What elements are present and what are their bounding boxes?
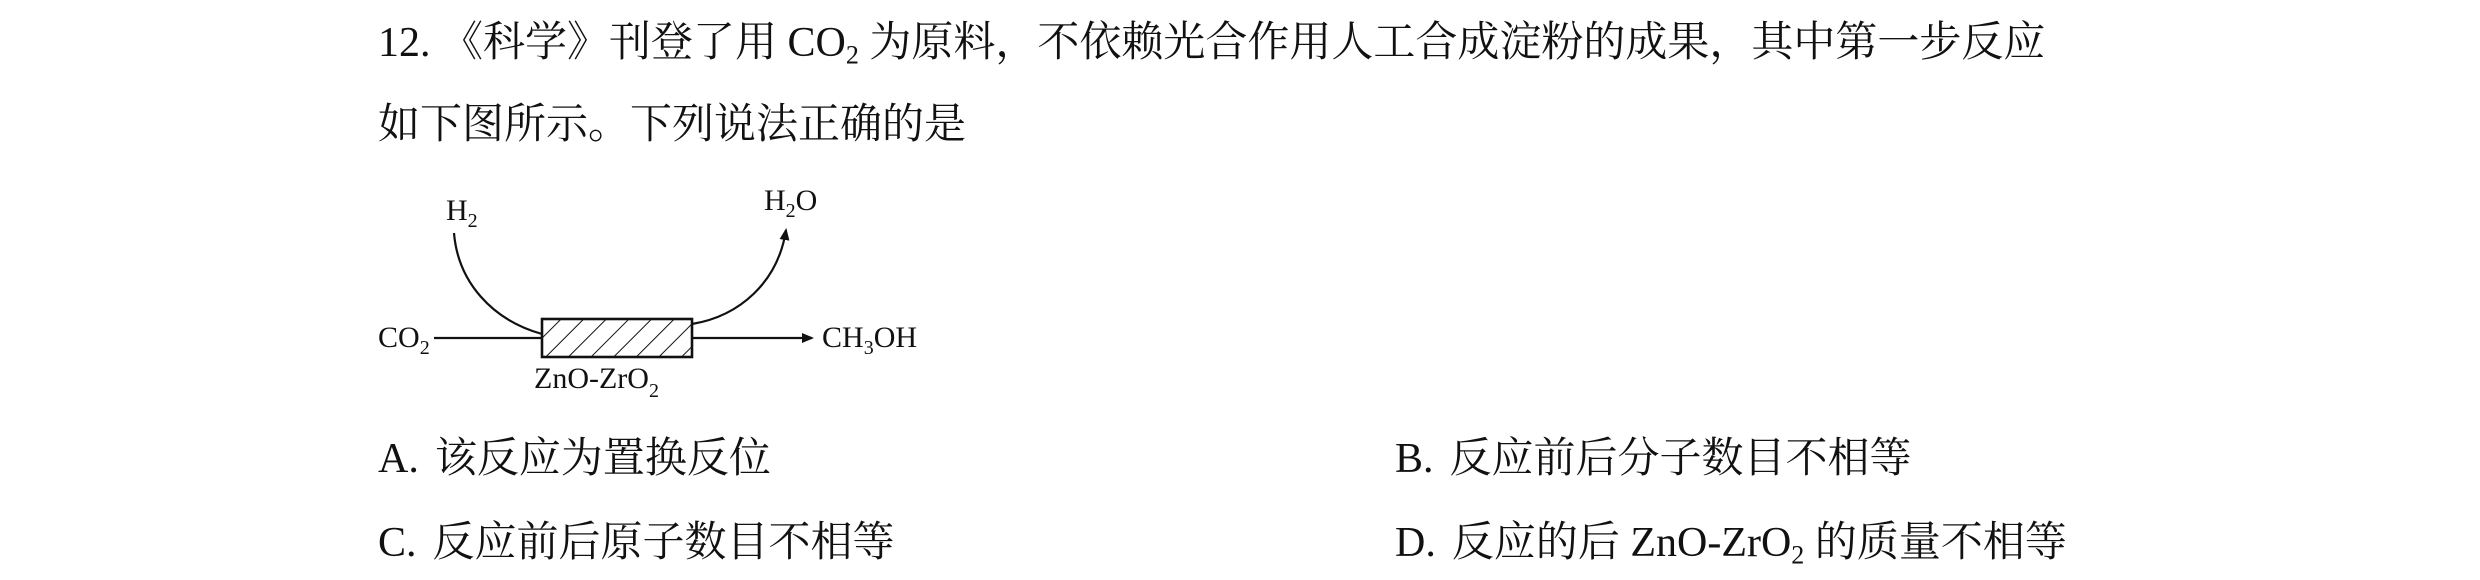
option-d[interactable] <box>1395 520 2067 570</box>
reaction-diagram <box>370 170 970 410</box>
option-d-subscript: 2 <box>1791 540 1805 570</box>
option-c[interactable] <box>378 522 895 564</box>
label-co2: $CO_2$ <box>378 321 430 359</box>
label-h2: $H_2$ <box>446 194 478 232</box>
question-line-1 <box>378 20 2046 70</box>
option-d-text-start: 反应的后 ZnO-ZrO <box>1451 520 1792 566</box>
h2-curve <box>454 233 542 334</box>
option-b[interactable] <box>1395 438 1912 480</box>
label-h2o: $H_2O$ <box>764 184 818 222</box>
option-c-text: 反应前后原子数目不相等 <box>432 520 895 566</box>
option-d-letter: D. <box>1395 520 1436 566</box>
option-c-letter: C. <box>378 520 417 566</box>
option-a-letter: A. <box>378 436 419 482</box>
question-text-line-2: 如下图所示。下列说法正确的是 <box>378 102 967 148</box>
question-line-2 <box>378 104 966 146</box>
option-b-text: 反应前后分子数目不相等 <box>1449 436 1912 482</box>
option-d-text-end: 的质量不相等 <box>1804 520 2067 566</box>
co2-subscript: 2 <box>845 40 859 70</box>
catalyst-box <box>542 319 692 357</box>
label-catalyst: ZnO-ZrO$_2$ <box>534 362 659 402</box>
option-b-letter: B. <box>1395 436 1434 482</box>
question-number: 12. <box>378 20 431 66</box>
option-a[interactable] <box>378 438 771 480</box>
h2o-arrow <box>692 230 786 324</box>
option-a-text: 该反应为置换反位 <box>434 436 771 482</box>
question-text-start: 《科学》刊登了用 CO <box>441 20 846 66</box>
question-text-end: 为原料，不依赖光合作用人工合成淀粉的成果，其中第一步反应 <box>858 20 2046 66</box>
label-ch3oh: $CH_3OH$ <box>822 321 918 359</box>
